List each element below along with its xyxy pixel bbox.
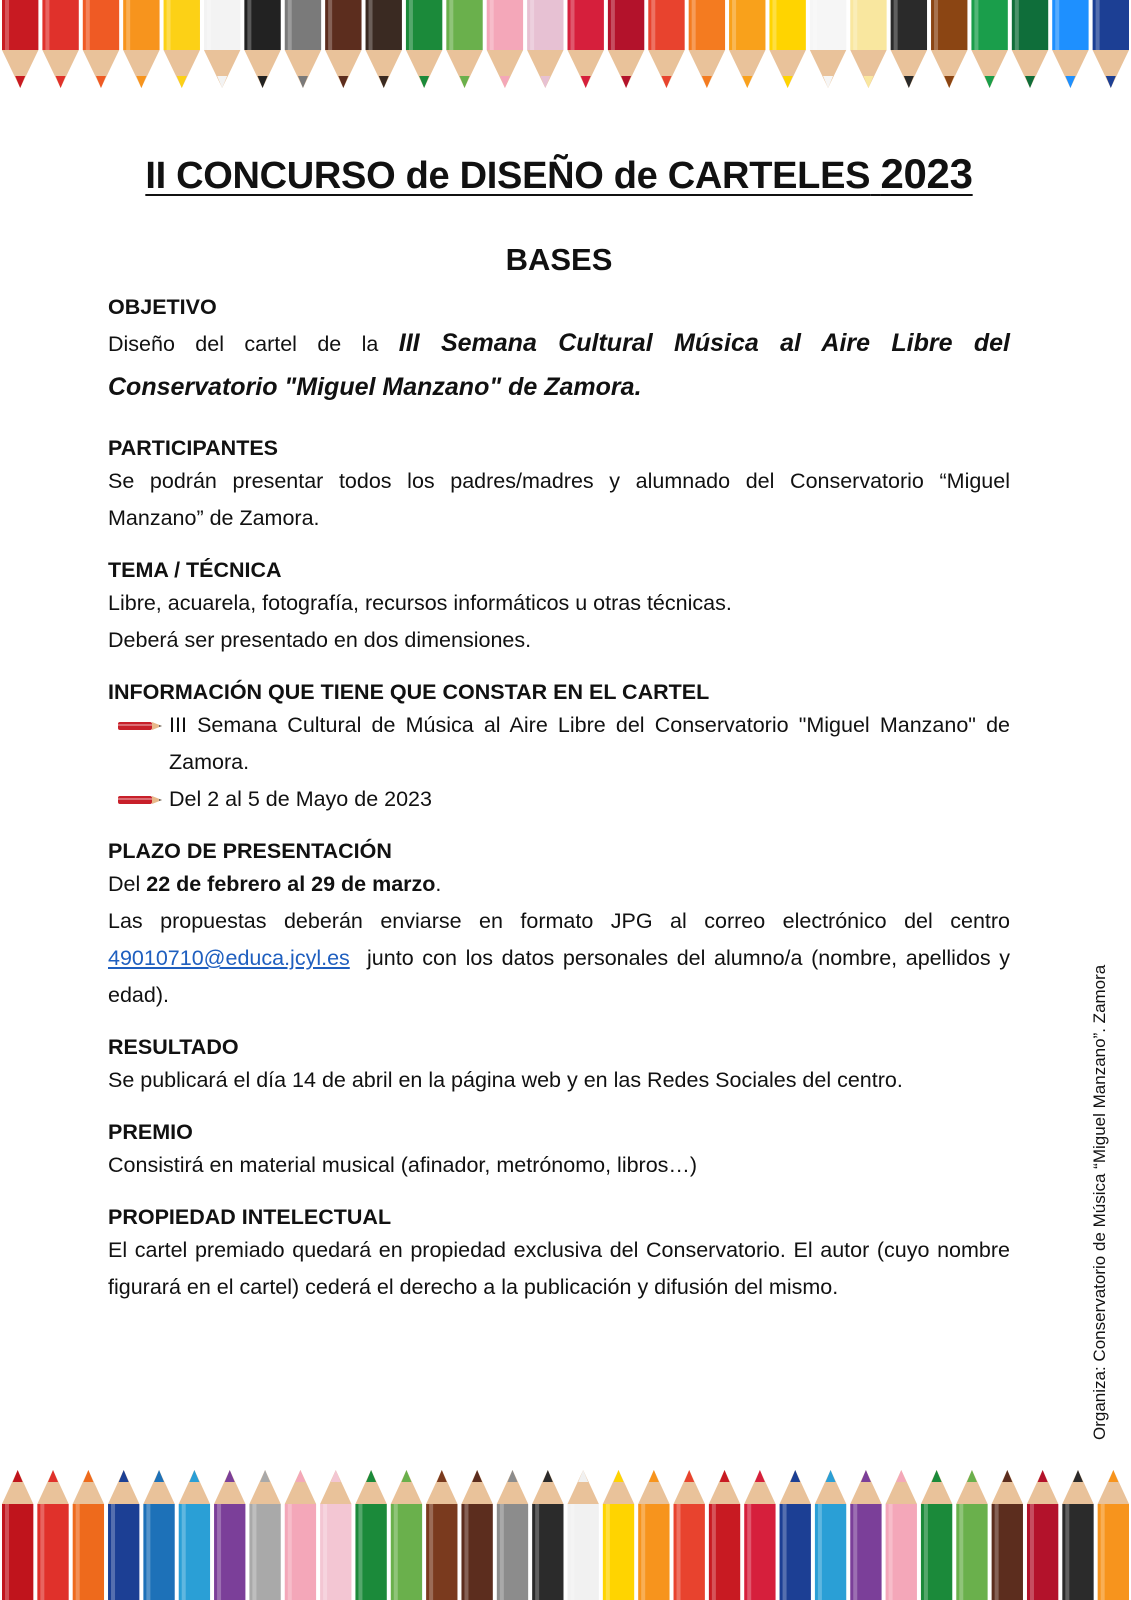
objetivo-prefix: Diseño del cartel de la xyxy=(108,332,399,356)
plazo-instructions-prefix: Las propuestas deberán enviarse en formato JPG al correo electrónico del centro xyxy=(108,909,1010,933)
email-link[interactable]: 49010710@educa.jcyl.es xyxy=(108,946,350,970)
pencil-decoration-icon xyxy=(391,1470,422,1600)
pencil-decoration-icon xyxy=(608,0,644,88)
propiedad-text: El cartel premiado quedará en propiedad exclusiva del Conservatorio. El autor (cuyo nombre figurará en el cartel) cederá el derecho a la publicación y difusión del mismo. xyxy=(108,1238,1010,1299)
pencil-decoration-icon xyxy=(497,1470,528,1600)
pencil-decoration-icon xyxy=(780,1470,811,1600)
list-item xyxy=(108,781,1010,818)
pencil-decoration-icon xyxy=(1098,1470,1129,1600)
pencil-decoration-icon xyxy=(83,0,119,88)
plazo-dates-prefix: Del xyxy=(108,872,147,896)
pencil-decoration-icon xyxy=(568,1470,599,1600)
pencil-decoration-icon xyxy=(769,0,805,88)
section-premio xyxy=(108,1117,1010,1184)
top-pencil-border-art xyxy=(0,0,1131,140)
page-title xyxy=(108,150,1010,198)
pencil-decoration-icon xyxy=(320,1470,351,1600)
section-objetivo xyxy=(108,292,1010,409)
section-heading-participantes: PARTICIPANTES xyxy=(108,436,279,460)
plazo-dates-suffix: . xyxy=(435,872,442,896)
pencil-decoration-icon xyxy=(366,0,402,88)
pencil-decoration-icon xyxy=(674,1470,705,1600)
tema-line-2: Deberá ser presentado en dos dimensiones. xyxy=(108,628,532,652)
list-item xyxy=(108,707,1010,781)
title-year: 2023 xyxy=(880,150,973,197)
participantes-text: Se podrán presentar todos los padres/madres y alumnado del Conservatorio “Miguel Manzano” de Zamora. xyxy=(108,469,1010,530)
pencil-decoration-icon xyxy=(179,1470,210,1600)
pencil-decoration-icon xyxy=(1062,1470,1093,1600)
title-text: II CONCURSO de DISEÑO de CARTELES xyxy=(145,155,871,197)
pencil-decoration-icon xyxy=(527,0,563,88)
plazo-dates xyxy=(108,866,1010,903)
section-heading-premio: PREMIO xyxy=(108,1120,193,1144)
section-heading-plazo: PLAZO DE PRESENTACIÓN xyxy=(108,839,392,863)
pencil-decoration-icon xyxy=(810,0,846,88)
section-resultado xyxy=(108,1032,1010,1099)
pencil-decoration-icon xyxy=(1093,0,1129,88)
plazo-instructions xyxy=(108,903,1016,1014)
bottom-pencil-border-art xyxy=(0,1470,1131,1600)
organizer-side-note: Organiza: Conservatorio de Música “Miguel Manzano”. Zamora xyxy=(1090,964,1109,1440)
pencil-decoration-icon xyxy=(285,0,321,88)
pencil-decoration-icon xyxy=(73,1470,104,1600)
pencil-decoration-icon xyxy=(108,1470,139,1600)
pencil-decoration-icon xyxy=(426,1470,457,1600)
pencil-decoration-icon xyxy=(891,0,927,88)
pencil-bullet-icon xyxy=(118,793,162,807)
premio-text: Consistirá en material musical (afinador, metrónomo, libros…) xyxy=(108,1153,698,1177)
pencil-decoration-icon xyxy=(164,0,200,88)
plazo-instructions-suffix: junto con los datos personales del alumno/a (nombre, apellidos y edad). xyxy=(108,946,1016,1007)
pencil-decoration-icon xyxy=(921,1470,952,1600)
pencil-decoration-icon xyxy=(992,1470,1023,1600)
pencil-decoration-icon xyxy=(971,0,1007,88)
pencil-decoration-icon xyxy=(285,1470,316,1600)
pencil-decoration-icon xyxy=(42,0,78,88)
section-plazo xyxy=(108,836,1016,1014)
pencil-decoration-icon xyxy=(603,1470,634,1600)
informacion-item-2: Del 2 al 5 de Mayo de 2023 xyxy=(169,787,432,811)
pencil-decoration-icon xyxy=(638,1470,669,1600)
pencil-decoration-icon xyxy=(931,0,967,88)
document-body xyxy=(108,150,1016,1306)
pencil-decoration-icon xyxy=(355,1470,386,1600)
subtitle-bases: BASES xyxy=(505,242,613,277)
informacion-item-1: III Semana Cultural de Música al Aire Libre del Conservatorio "Miguel Manzano" de Zamora. xyxy=(169,713,1010,774)
informacion-list xyxy=(108,707,1010,818)
objetivo-emphasis: III Semana Cultural Música al Aire Libre del Conservatorio "Miguel Manzano" de Zamora. xyxy=(108,329,1010,401)
resultado-text: Se publicará el día 14 de abril en la página web y en las Redes Sociales del centro. xyxy=(108,1068,903,1092)
pencil-decoration-icon xyxy=(729,0,765,88)
pencil-decoration-icon xyxy=(143,1470,174,1600)
pencil-decoration-icon xyxy=(1027,1470,1058,1600)
pencil-decoration-icon xyxy=(406,0,442,88)
section-informacion xyxy=(108,677,1010,818)
pencil-decoration-icon xyxy=(2,0,38,88)
pencil-decoration-icon xyxy=(886,1470,917,1600)
pencil-decoration-icon xyxy=(325,0,361,88)
pencil-decoration-icon xyxy=(648,0,684,88)
pencil-decoration-icon xyxy=(744,1470,775,1600)
pencil-decoration-icon xyxy=(568,0,604,88)
top-pencil-border xyxy=(0,0,1131,140)
tema-line-1: Libre, acuarela, fotografía, recursos informáticos u otras técnicas. xyxy=(108,591,732,615)
bottom-pencil-border xyxy=(0,1470,1131,1600)
pencil-decoration-icon xyxy=(532,1470,563,1600)
pencil-decoration-icon xyxy=(956,1470,987,1600)
pencil-decoration-icon xyxy=(709,1470,740,1600)
section-participantes xyxy=(108,433,1010,537)
pencil-bullet-icon xyxy=(118,719,162,733)
pencil-decoration-icon xyxy=(850,1470,881,1600)
section-propiedad xyxy=(108,1202,1010,1306)
section-tema xyxy=(108,555,1010,659)
pencil-decoration-icon xyxy=(249,1470,280,1600)
pencil-decoration-icon xyxy=(204,0,240,88)
pencil-decoration-icon xyxy=(1052,0,1088,88)
plazo-dates-bold: 22 de febrero al 29 de marzo xyxy=(146,872,436,896)
objetivo-text xyxy=(108,322,1010,409)
section-heading-resultado: RESULTADO xyxy=(108,1035,239,1059)
pencil-decoration-icon xyxy=(244,0,280,88)
section-heading-tema: TEMA / TÉCNICA xyxy=(108,558,282,582)
pencil-decoration-icon xyxy=(461,1470,492,1600)
pencil-decoration-icon xyxy=(2,1470,33,1600)
pencil-decoration-icon xyxy=(37,1470,68,1600)
pencil-decoration-icon xyxy=(446,0,482,88)
pencil-decoration-icon xyxy=(850,0,886,88)
section-heading-objetivo: OBJETIVO xyxy=(108,295,217,319)
section-heading-propiedad: PROPIEDAD INTELECTUAL xyxy=(108,1205,392,1229)
pencil-decoration-icon xyxy=(214,1470,245,1600)
section-heading-informacion: INFORMACIÓN QUE TIENE QUE CONSTAR EN EL CARTEL xyxy=(108,680,710,704)
pencil-decoration-icon xyxy=(1012,0,1048,88)
pencil-decoration-icon xyxy=(815,1470,846,1600)
pencil-decoration-icon xyxy=(487,0,523,88)
pencil-decoration-icon xyxy=(123,0,159,88)
pencil-decoration-icon xyxy=(689,0,725,88)
